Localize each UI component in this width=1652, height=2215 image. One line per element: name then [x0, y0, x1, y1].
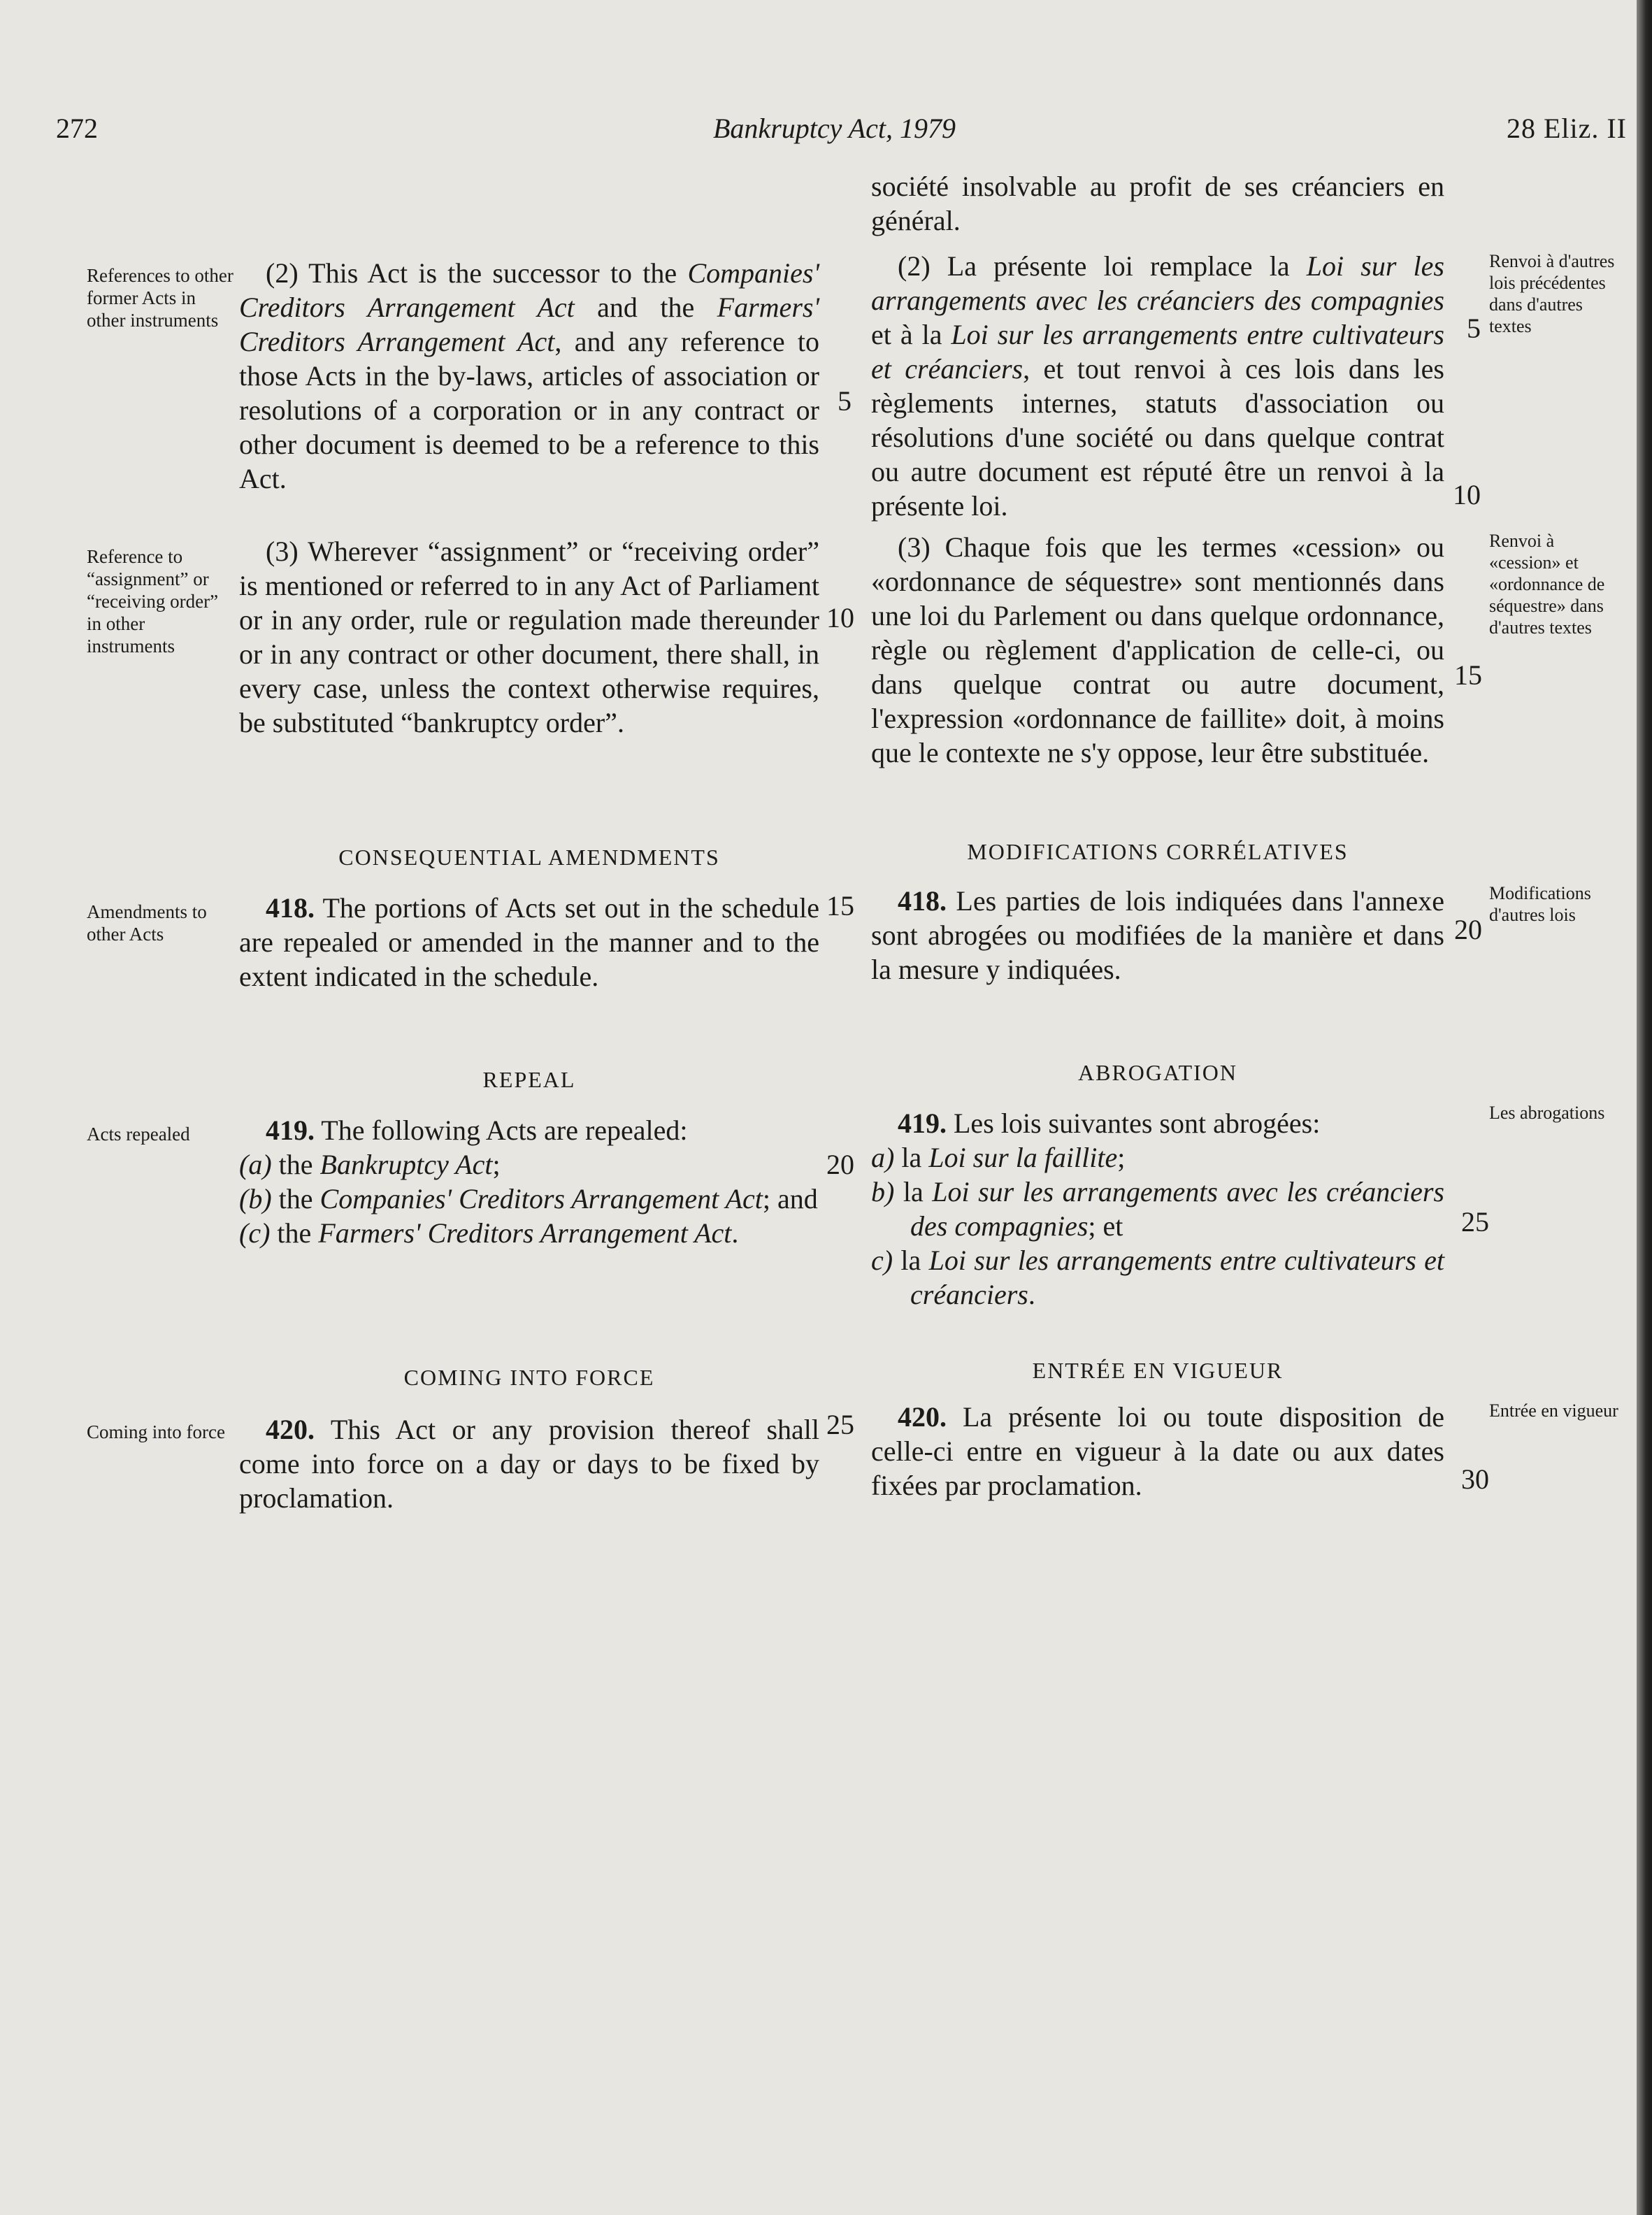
s2-act1-en: Companies' Creditors Arrangement Act	[239, 257, 819, 323]
s2-and-en: and the	[574, 292, 717, 323]
marginal-note-en-s3: Reference to “assignment” or “receiving order” in other instruments	[87, 546, 219, 657]
item-pre: la	[894, 1142, 929, 1173]
section-417-2-en	[239, 256, 819, 496]
s2-rest-fr: , et tout renvoi à ces lois dans les règlements internes, statuts d'association ou résolutions d'une société ou dans quelque contrat ou autre document est réputé être un renvoi à la présente loi.	[871, 353, 1445, 522]
section-417-3-en	[239, 534, 819, 740]
page-number: 272	[56, 113, 98, 144]
marginal-note-en-420: Coming into force	[87, 1421, 225, 1442]
s418-number-fr: 418.	[898, 885, 947, 917]
line-number-fr: 15	[1454, 659, 1482, 691]
s418-text-en: The portions of Acts set out in the schedule are repealed or amended in the manner and to the extent indicated in the schedule.	[239, 892, 819, 992]
section-417-3-fr	[871, 530, 1444, 770]
heading-consequential-fr: MODIFICATIONS CORRÉLATIVES	[967, 839, 1349, 864]
s2-act1-fr: Loi sur les arrangements avec les créanciers des compagnies	[871, 250, 1444, 316]
line-number-en: 15	[826, 890, 854, 922]
s2-and-fr: et à la	[871, 319, 951, 350]
s420-number-en: 420.	[266, 1414, 315, 1445]
marginal-note-en-s2: References to other former Acts in other instruments	[87, 265, 234, 331]
item-act: Companies' Creditors Arrangement Act	[319, 1183, 763, 1214]
marginal-note-fr-s2: Renvoi à d'autres lois précédentes dans d'autres textes	[1489, 251, 1615, 336]
heading-repeal-en: REPEAL	[482, 1067, 576, 1092]
line-number-en: 5	[838, 385, 852, 417]
carryover-text-fr: société insolvable au profit de ses créanciers en général.	[871, 171, 1444, 236]
item-act: Bankruptcy Act	[319, 1149, 493, 1180]
item-post: .	[731, 1217, 739, 1249]
s418-number-en: 418.	[266, 892, 315, 924]
repeal-item-c-en	[239, 1216, 819, 1250]
item-post: ;	[1117, 1142, 1126, 1173]
section-419-en	[239, 1113, 819, 1250]
s2-act2-fr: Loi sur les arrangements entre cultivateurs et créanciers	[871, 319, 1444, 385]
s420-text-fr: La présente loi ou toute disposition de celle-ci entre en vigueur à la date ou aux dates fixées par proclamation.	[871, 1401, 1444, 1501]
item-label: (a)	[239, 1149, 272, 1180]
carryover-fr	[871, 169, 1444, 238]
section-418-fr	[871, 884, 1444, 987]
marginal-note-fr-419: Les abrogations	[1489, 1103, 1605, 1123]
item-post: .	[1028, 1279, 1035, 1310]
s3-text-fr: (3) Chaque fois que les termes «cession» ou «ordonnance de séquestre» sont mentionnés dans une loi du Parlement ou dans quelque ordonnance, règle ou règlement d'application de celle-ci, ou dans quelque contrat ou autre document, l'expression «ordonnance de faillite» doit, à moins que le contexte ne s'y oppose, leur être substituée.	[871, 531, 1444, 768]
line-number-en: 10	[826, 602, 854, 633]
section-417-2-fr	[871, 249, 1444, 523]
repeal-item-b-en	[239, 1182, 819, 1216]
s418-text-fr: Les parties de lois indiquées dans l'annexe sont abrogées ou modifiées de la manière et dans la mesure y indiquées.	[871, 885, 1444, 985]
s2-label-en: (2) This Act is the successor to the	[266, 257, 688, 289]
line-number-en: 25	[826, 1409, 854, 1440]
item-label: a)	[871, 1142, 895, 1173]
heading-consequential-en: CONSEQUENTIAL AMENDMENTS	[338, 845, 720, 870]
repeal-item-c-fr	[871, 1243, 1444, 1312]
item-label: (c)	[239, 1217, 271, 1249]
s2-rest-en: , and any reference to those Acts in the by-laws, articles of association or resolutions of a corporation or in any contract or other document is deemed to be a reference to this Act.	[239, 326, 819, 494]
regnal-year: 28 Eliz. II	[1506, 113, 1627, 144]
item-pre: the	[271, 1183, 320, 1214]
marginal-note-fr-420: Entrée en vigueur	[1489, 1400, 1618, 1421]
repeal-item-a-en	[239, 1147, 819, 1182]
s3-text-en: (3) Wherever “assignment” or “receiving order” is mentioned or referred to in any Act of Parliament or in any order, rule or regulation made thereunder or in any contract or other document, there shall, in every case, unless the context otherwise requires, be substituted “bankruptcy order”.	[239, 536, 819, 738]
line-number-fr: 30	[1461, 1463, 1489, 1495]
line-number-fr: 20	[1454, 914, 1482, 945]
item-label: c)	[871, 1245, 893, 1276]
item-pre: the	[270, 1217, 319, 1249]
s419-number-fr: 419.	[898, 1108, 947, 1139]
item-post: ; et	[1088, 1210, 1123, 1242]
page-edge-shadow	[1637, 0, 1652, 2215]
item-pre: la	[893, 1245, 929, 1276]
s420-number-fr: 420.	[898, 1401, 947, 1433]
section-418-en	[239, 891, 819, 994]
item-label: b)	[871, 1176, 895, 1207]
line-number-fr: 5	[1467, 313, 1481, 344]
s420-text-en: This Act or any provision thereof shall come into force on a day or days to be fixed by proclamation.	[239, 1414, 819, 1514]
marginal-note-fr-s3: Renvoi à «cession» et «ordonnance de séquestre» dans d'autres textes	[1489, 531, 1605, 638]
item-pre: the	[271, 1149, 320, 1180]
s419-text-en: The following Acts are repealed:	[315, 1114, 688, 1146]
heading-repeal-fr: ABROGATION	[1078, 1060, 1237, 1085]
item-act: Loi sur les arrangements entre cultivateurs et créanciers	[910, 1245, 1444, 1310]
repeal-item-a-fr	[871, 1140, 1444, 1175]
item-pre: la	[894, 1176, 933, 1207]
item-act: Loi sur la faillite	[928, 1142, 1118, 1173]
s419-text-fr: Les lois suivantes sont abrogées:	[947, 1108, 1321, 1139]
line-number-fr: 10	[1453, 479, 1481, 510]
item-label: (b)	[239, 1183, 272, 1214]
running-title: Bankruptcy Act, 1979	[713, 113, 956, 144]
marginal-note-en-419: Acts repealed	[87, 1124, 190, 1145]
line-number-en: 20	[826, 1149, 854, 1180]
heading-force-fr: ENTRÉE EN VIGUEUR	[1032, 1358, 1284, 1383]
item-post: ;	[492, 1149, 501, 1180]
s419-number-en: 419.	[266, 1114, 315, 1146]
s2-label-fr: (2) La présente loi remplace la	[898, 250, 1307, 282]
section-420-fr	[871, 1400, 1444, 1503]
item-post: ; and	[762, 1183, 818, 1214]
marginal-note-fr-418: Modifications d'autres lois	[1489, 883, 1591, 925]
heading-force-en: COMING INTO FORCE	[403, 1365, 655, 1390]
s2-act2-en: Farmers' Creditors Arrangement Act	[239, 292, 819, 357]
item-act: Farmers' Creditors Arrangement Act	[318, 1217, 732, 1249]
line-number-fr: 25	[1461, 1206, 1489, 1238]
section-419-fr	[871, 1106, 1444, 1312]
repeal-item-b-fr	[871, 1175, 1444, 1243]
marginal-note-en-418: Amendments to other Acts	[87, 901, 207, 945]
item-act: Loi sur les arrangements avec les créanciers des compagnies	[910, 1176, 1444, 1242]
section-420-en	[239, 1412, 819, 1515]
